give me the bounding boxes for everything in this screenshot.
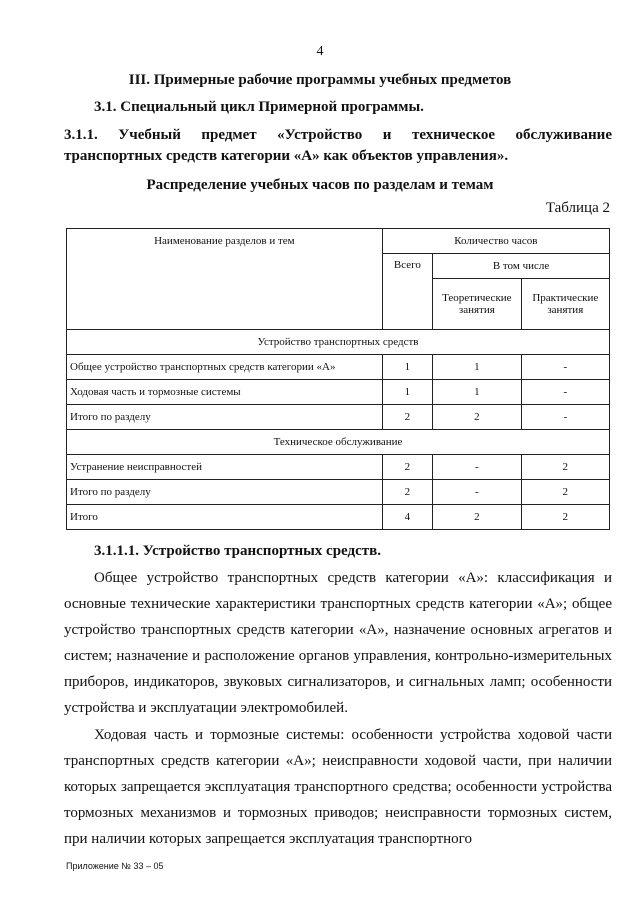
row-theory: 1 bbox=[433, 380, 522, 405]
col-theory-header: Теоретические занятия bbox=[433, 279, 522, 330]
row-total: 2 bbox=[382, 405, 432, 430]
table-row bbox=[67, 480, 610, 505]
row-total: 2 bbox=[382, 480, 432, 505]
footer-note: Приложение № 33 – 05 bbox=[66, 861, 164, 871]
table-row bbox=[67, 380, 610, 405]
paragraph-2: Ходовая часть и тормозные системы: особенности устройства ходовой части транспортных средств категории «А»; неисправности ходовой части, при наличии которых запрещается эксплуатация транспортного средства; особенности устройства тормозных механизмов и тормозных приводов; неисправности тормозных систем, при наличии которых запрещается эксплуатация транспортного bbox=[64, 727, 612, 847]
distribution-heading: Распределение учебных часов по разделам и темам bbox=[146, 177, 494, 193]
section-title: Устройство транспортных средств bbox=[67, 330, 610, 355]
table-label: Таблица 2 bbox=[545, 200, 610, 216]
col-practice-header: Практические занятия bbox=[521, 279, 609, 330]
row-practice: - bbox=[521, 380, 609, 405]
row-theory: - bbox=[433, 455, 522, 480]
row-name: Общее устройство транспортных средств категории «А» bbox=[67, 355, 383, 380]
row-practice: 2 bbox=[521, 505, 609, 530]
subject-heading-line2: транспортных средств категории «А» как объектов управления». bbox=[64, 148, 509, 164]
subject-heading-line1: 3.1.1. Учебный предмет «Устройство и техническое обслуживание bbox=[64, 127, 612, 143]
row-practice: - bbox=[521, 405, 609, 430]
row-theory: - bbox=[433, 480, 522, 505]
row-name: Итого по разделу bbox=[67, 480, 383, 505]
row-name: Итого по разделу bbox=[67, 405, 383, 430]
subheading: 3.1.1.1. Устройство транспортных средств. bbox=[94, 543, 381, 559]
col-hours-header: Количество часов bbox=[382, 229, 609, 254]
row-practice: 2 bbox=[521, 455, 609, 480]
col-including-header: В том числе bbox=[433, 254, 610, 279]
table-row bbox=[67, 455, 610, 480]
row-name: Итого bbox=[67, 505, 383, 530]
row-name: Устранение неисправностей bbox=[67, 455, 383, 480]
row-practice: 2 bbox=[521, 480, 609, 505]
col-total-header: Всего bbox=[382, 254, 432, 330]
row-name: Ходовая часть и тормозные системы bbox=[67, 380, 383, 405]
row-total: 1 bbox=[382, 355, 432, 380]
col-name-header: Наименование разделов и тем bbox=[67, 229, 383, 330]
row-total: 4 bbox=[382, 505, 432, 530]
section-title: Техническое обслуживание bbox=[67, 430, 610, 455]
section-heading: 3.1. Специальный цикл Примерной программы. bbox=[94, 99, 424, 115]
table-row bbox=[67, 505, 610, 530]
table-row bbox=[67, 355, 610, 380]
row-theory: 1 bbox=[433, 355, 522, 380]
row-practice: - bbox=[521, 355, 609, 380]
row-theory: 2 bbox=[433, 405, 522, 430]
paragraph-1: Общее устройство транспортных средств категории «А»: классификация и основные технические характеристики транспортных средств категории «А»; общее устройство транспортных средств категории «А», назначение основных агрегатов и систем; назначение и расположение органов управления, контрольно-измерительных приборов, индикаторов, звуковых сигнализаторов, и сигнальных ламп; особенности устройства и эксплуатации электромобилей. bbox=[64, 570, 612, 716]
hours-table bbox=[66, 228, 610, 530]
row-theory: 2 bbox=[433, 505, 522, 530]
row-total: 2 bbox=[382, 455, 432, 480]
page-number: 4 bbox=[316, 44, 324, 59]
main-heading: III. Примерные рабочие программы учебных предметов bbox=[128, 72, 512, 88]
row-total: 1 bbox=[382, 380, 432, 405]
table-row bbox=[67, 405, 610, 430]
